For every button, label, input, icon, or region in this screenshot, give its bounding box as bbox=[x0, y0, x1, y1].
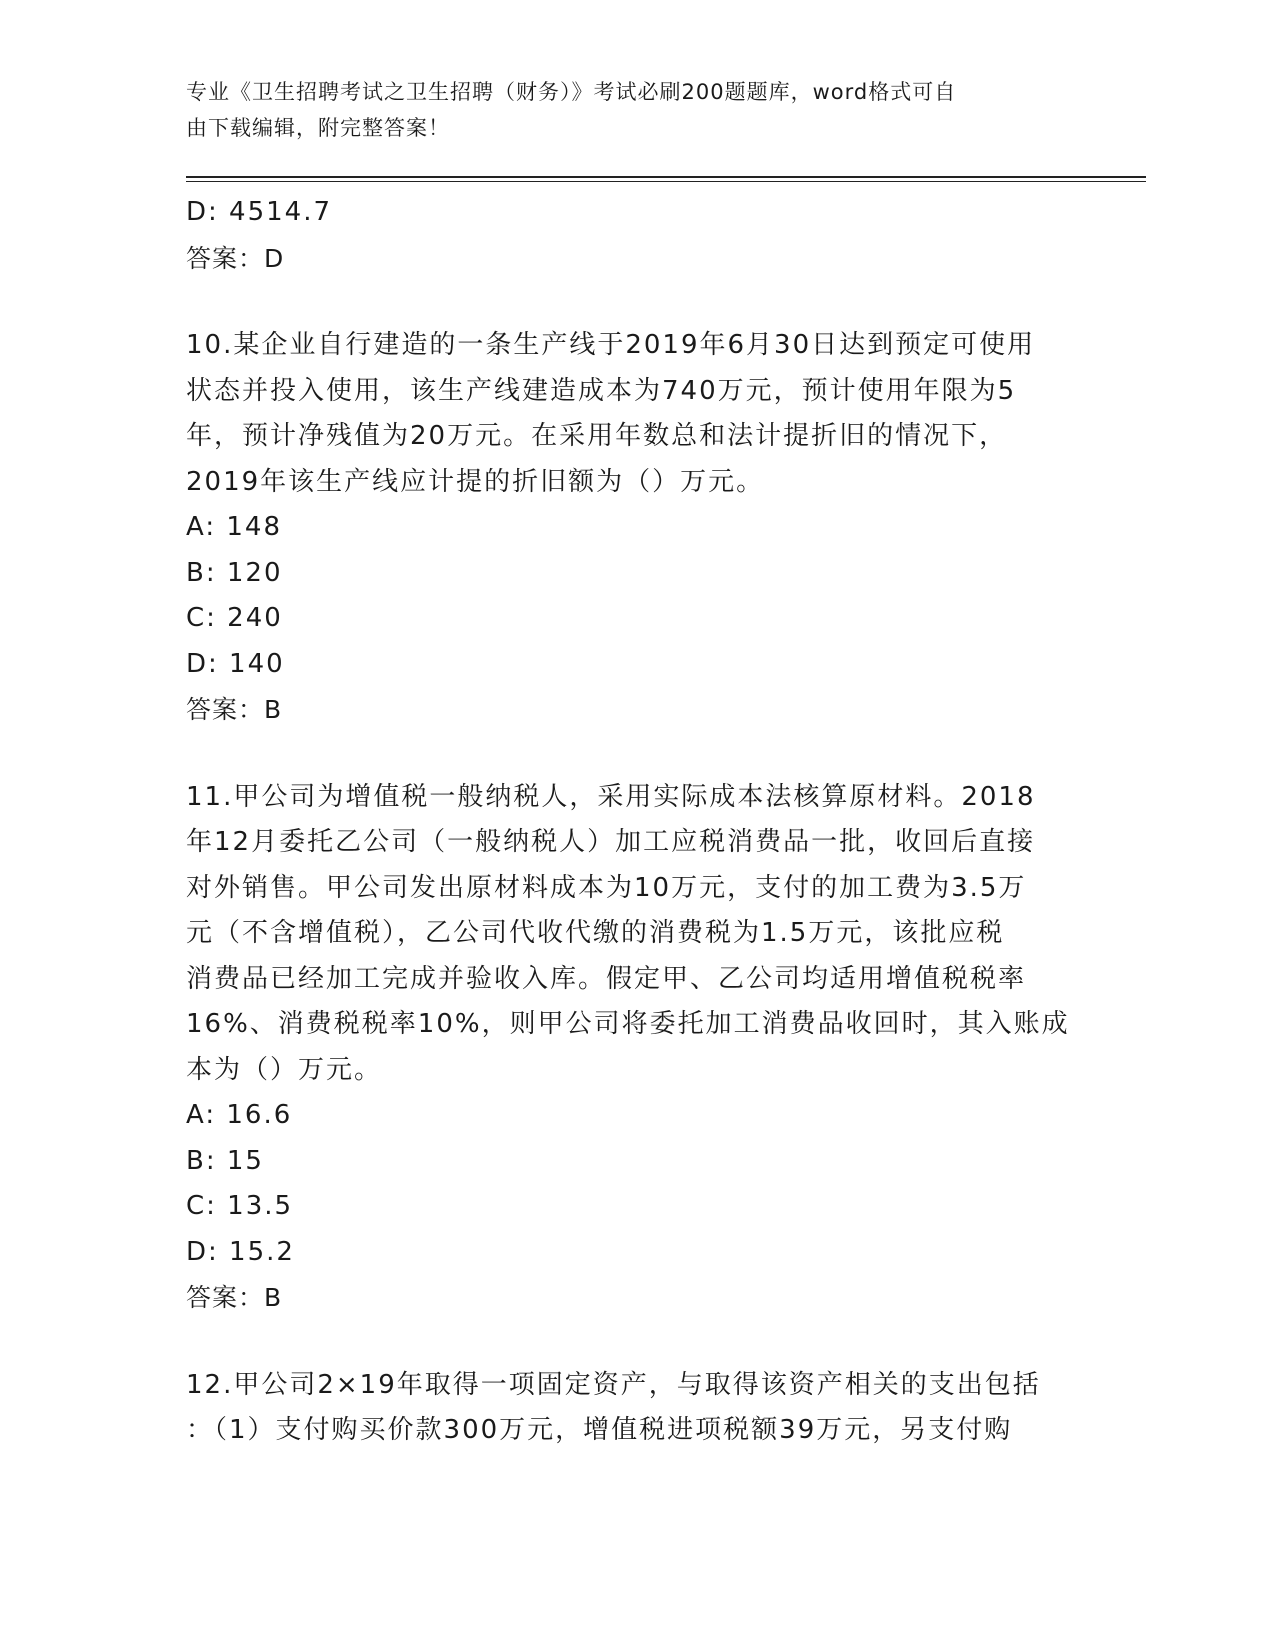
question-text-line: 年12月委托乙公司（一般纳税人）加工应税消费品一批，收回后直接 bbox=[186, 827, 1036, 857]
option-a: A: 148 bbox=[186, 512, 282, 542]
question-text-line: 状态并投入使用，该生产线建造成本为740万元，预计使用年限为5 bbox=[186, 375, 1017, 406]
question-9-tail bbox=[186, 190, 1066, 281]
option-b: B: 120 bbox=[186, 557, 283, 588]
header-rule-thick bbox=[186, 176, 1146, 178]
spacer bbox=[186, 1321, 1066, 1363]
question-text-line: 11.甲公司为增值税一般纳税人，采用实际成本法核算原材料。2018 bbox=[186, 781, 1036, 812]
question-text-line: 2019年该生产线应计提的折旧额为（）万元。 bbox=[186, 466, 765, 497]
question-text-line: 消费品已经加工完成并验收入库。假定甲、乙公司均适用增值税税率 bbox=[186, 963, 1027, 994]
option-d: D: 4514.7 bbox=[186, 197, 333, 227]
option-d: D: 140 bbox=[186, 648, 285, 679]
document-body bbox=[186, 190, 1070, 1454]
option-a: A: 16.6 bbox=[186, 1100, 293, 1130]
answer-line: 答案：B bbox=[186, 695, 283, 724]
option-b: B: 15 bbox=[186, 1145, 264, 1176]
question-text-line: ：（1）支付购买价款300万元，增值税进项税额39万元，另支付购 bbox=[186, 1415, 1013, 1445]
question-11 bbox=[186, 775, 1070, 1321]
option-d: D: 15.2 bbox=[186, 1236, 295, 1267]
question-10 bbox=[186, 323, 1066, 733]
question-text-line: 本为（）万元。 bbox=[186, 1054, 383, 1085]
question-text-line: 元（不含增值税），乙公司代收代缴的消费税为1.5万元，该批应税 bbox=[186, 918, 1005, 948]
question-12 bbox=[186, 1363, 1066, 1454]
question-text-line: 12.甲公司2×19年取得一项固定资产，与取得该资产相关的支出包括 bbox=[186, 1369, 1041, 1400]
header-line-1: 专业《卫生招聘考试之卫生招聘（财务）》考试必刷200题题库，word格式可自 bbox=[186, 80, 957, 104]
option-c: C: 13.5 bbox=[186, 1191, 294, 1221]
document-header bbox=[186, 74, 1066, 146]
question-text-line: 16%、消费税税率10%，则甲公司将委托加工消费品收回时，其入账成 bbox=[186, 1009, 1070, 1039]
answer-line: 答案：D bbox=[186, 243, 285, 273]
question-text-line: 对外销售。甲公司发出原材料成本为10万元，支付的加工费为3.5万 bbox=[186, 872, 1027, 903]
spacer bbox=[186, 733, 1066, 775]
option-c: C: 240 bbox=[186, 603, 283, 633]
question-text-line: 10.某企业自行建造的一条生产线于2019年6月30日达到预定可使用 bbox=[186, 330, 1036, 360]
header-line-2: 由下载编辑，附完整答案！ bbox=[186, 116, 450, 140]
answer-line: 答案：B bbox=[186, 1283, 283, 1312]
header-rule-thin bbox=[186, 181, 1146, 182]
spacer bbox=[186, 281, 1066, 323]
question-text-line: 年，预计净残值为20万元。在采用年数总和法计提折旧的情况下， bbox=[186, 421, 1008, 451]
